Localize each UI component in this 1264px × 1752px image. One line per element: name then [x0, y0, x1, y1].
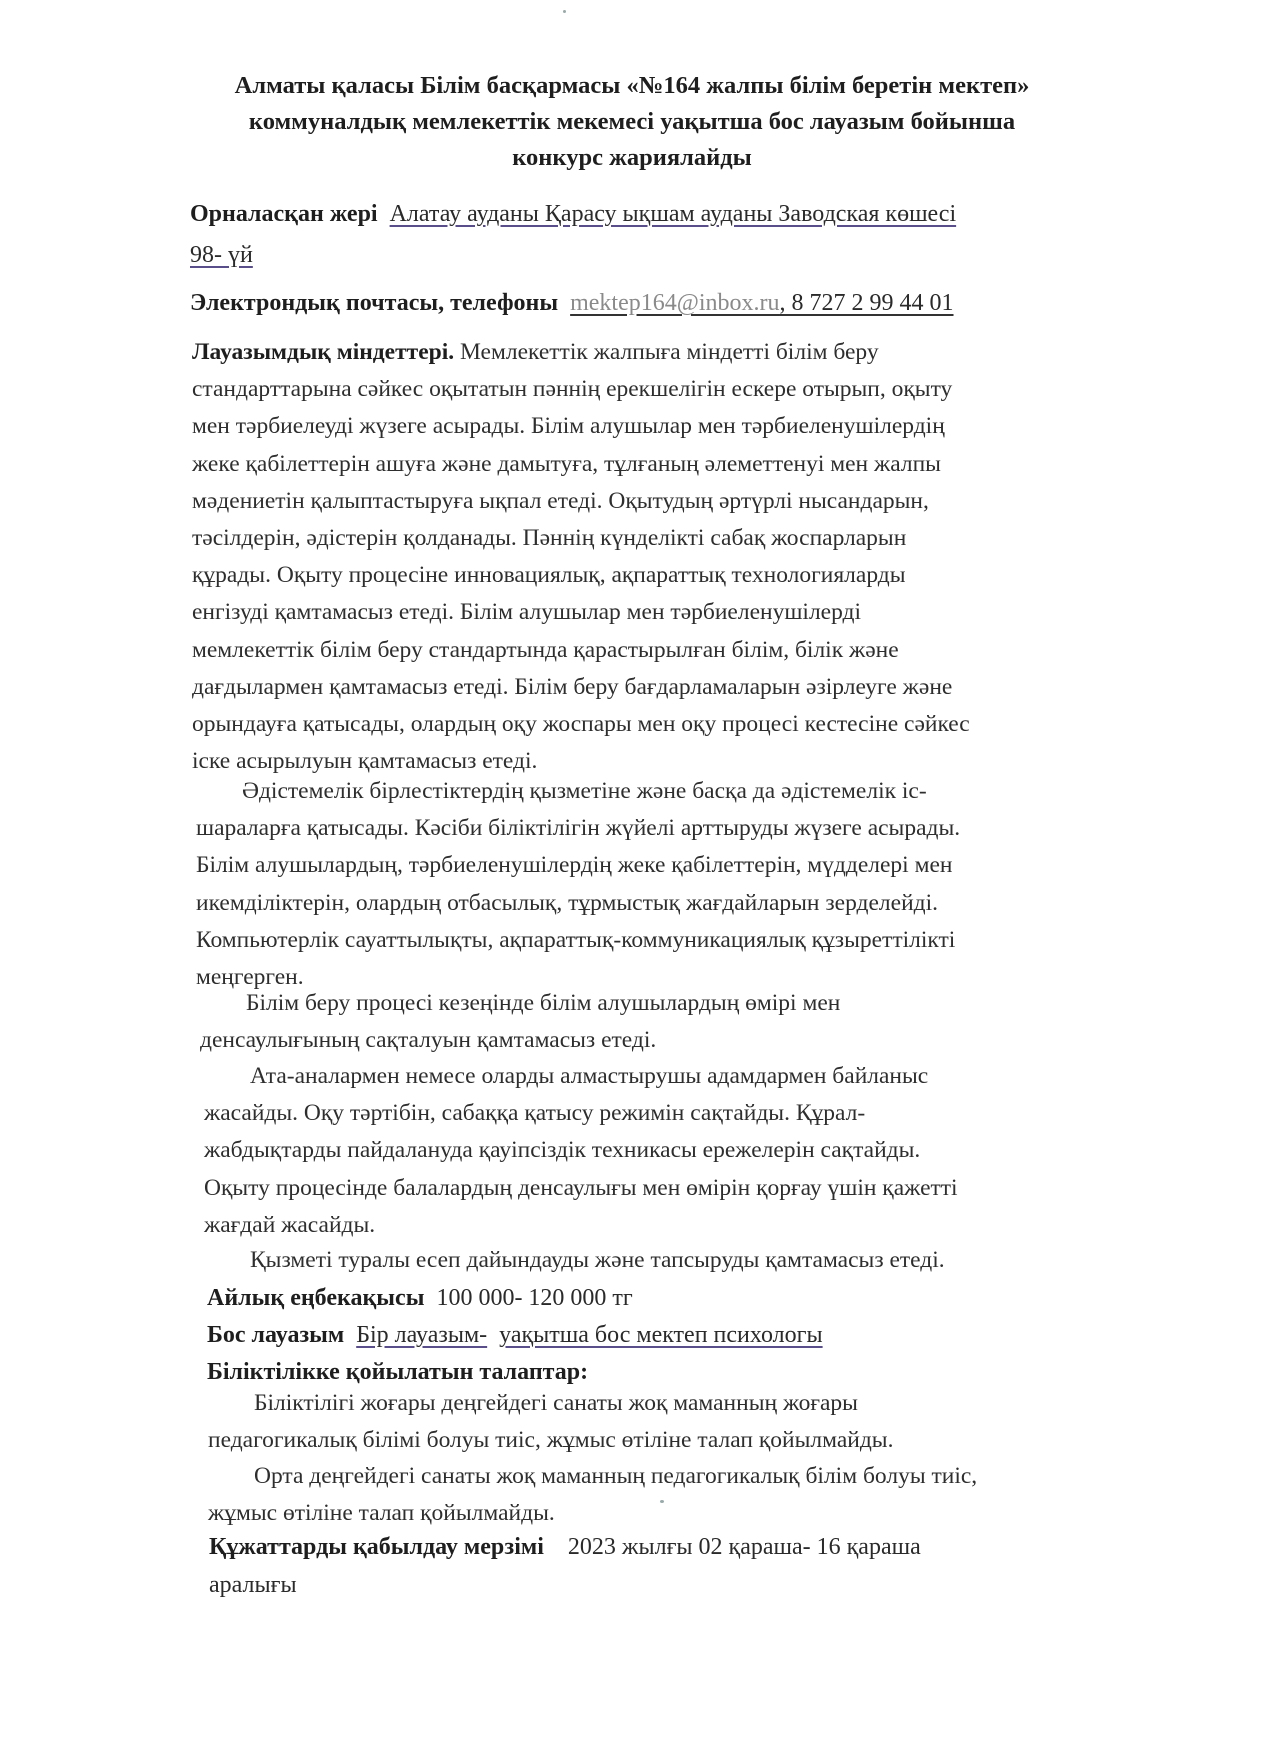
contacts-row [190, 284, 954, 322]
vacancy-count: Бір лауазым- [356, 1322, 488, 1348]
vacancy-label: Бос лауазым [207, 1322, 345, 1348]
document-title [150, 68, 1114, 176]
deadline-label: Құжаттарды қабылдау мерзімі [209, 1534, 544, 1560]
duties-paragraph-4 [204, 1058, 1144, 1244]
text-line: Білім беру процесі кезеңінде білім алушылардың өмірі мен [246, 990, 841, 1016]
title-line: Алматы қаласы Білім басқармасы «№164 жалпы білім беретін мектеп» [234, 72, 1030, 99]
text-line: Компьютерлік сауаттылықты, ақпараттық-коммуникациялық құзыреттілікті [196, 926, 956, 953]
text-line: Әдістемелік бірлестіктердің қызметіне және басқа да әдістемелік іс- [242, 778, 927, 804]
deadline-value-cont: аралығы [209, 1572, 297, 1598]
text-line: стандарттарына сәйкес оқытатын пәннің ерекшелігін ескере отырып, оқыту [192, 376, 953, 403]
location-label: Орналасқан жері [190, 201, 378, 227]
salary-value: 100 000- 120 000 тг [436, 1285, 633, 1311]
text-line: Мемлекеттік жалпыға міндетті білім беру [454, 339, 879, 365]
text-line: Біліктілігі жоғары деңгейдегі санаты жоқ маманның жоғары [254, 1390, 858, 1416]
duties-paragraph-5 [204, 1242, 1164, 1279]
text-line: икемділіктерін, олардың отбасылық, тұрмыстық жағдайларын зерделейді. [196, 889, 939, 916]
text-line: орындауға қатысады, олардың оқу жоспары мен оқу процесі кестесіне сәйкес [192, 711, 970, 738]
text-line: Қызметі туралы есеп дайындауды және тапсыруды қамтамасыз етеді. [250, 1247, 945, 1273]
text-line: меңгерген. [196, 964, 304, 991]
requirements-paragraph-1 [208, 1385, 1148, 1459]
location-value: Алатау ауданы Қарасу ықшам ауданы Заводская көшесі [389, 201, 957, 227]
location-value-cont: 98- үй [190, 242, 253, 268]
requirements-paragraph-2 [208, 1458, 1168, 1532]
scan-speck [563, 10, 566, 13]
text-line: жеке қабілеттерін ашуға және дамытуға, тұлғаның әлеметтенуі мен жалпы [192, 450, 941, 477]
deadline-row [209, 1528, 921, 1566]
text-line: Ата-аналармен немесе оларды алмастырушы адамдармен байланыс [250, 1063, 929, 1089]
location-row [190, 195, 956, 233]
vacancy-row [207, 1316, 823, 1354]
text-line: педагогикалық білімі болуы тиіс, жұмыс өтіліне талап қойылмайды. [208, 1427, 894, 1454]
salary-label: Айлық еңбекақысы [207, 1285, 425, 1311]
deadline-row-cont [209, 1566, 297, 1604]
title-line: коммуналдық мемлекеттік мекемесі уақытша бос лауазым бойынша [248, 108, 1016, 135]
email-link[interactable]: mektep164@inbox.ru [570, 290, 780, 316]
text-line: құрады. Оқыту процесіне инновациялық, ақпараттық технологияларды [192, 562, 906, 589]
text-line: жағдай жасайды. [204, 1211, 376, 1238]
text-line: Оқыту процесінде балалардың денсаулығы мен өмірін қорғау үшін қажетті [204, 1174, 958, 1201]
duties-section [192, 334, 1132, 780]
text-line: Білім алушылардың, тәрбиеленушілердің жеке қабілеттерін, мүдделері мен [196, 852, 953, 879]
text-line: тәсілдерін, әдістерін қолданады. Пәннің күнделікті сабақ жоспарларын [192, 525, 907, 552]
text-line: жұмыс өтіліне талап қойылмайды. [208, 1500, 555, 1527]
contacts-label: Электрондық почтасы, телефоны [190, 290, 559, 316]
text-line: мемлекеттік білім беру стандартында қарастырылған білім, білік және [192, 636, 899, 663]
text-line: мен тәрбиелеуді жүзеге асырады. Білім алушылар мен тәрбиеленушілердің [192, 413, 945, 440]
title-line: конкурс жариялайды [512, 144, 752, 171]
duties-label: Лауазымдық міндеттері. [192, 339, 455, 365]
vacancy-position: уақытша бос мектеп психологы [499, 1322, 823, 1348]
requirements-label: Біліктілікке қойылатын талаптар: [207, 1359, 589, 1385]
text-line: мәдениетін қалыптастыруға ықпал етеді. Оқытудың әртүрлі нысандарын, [192, 487, 929, 514]
text-line: жасайды. Оқу тәртібін, сабаққа қатысу режимін сақтайды. Құрал- [204, 1100, 866, 1127]
text-line: дағдылармен қамтамасыз етеді. Білім беру бағдарламаларын әзірлеуге және [192, 673, 953, 700]
location-row-cont [190, 236, 253, 274]
text-line: Орта деңгейдегі санаты жоқ маманның педагогикалық білім болуы тиіс, [254, 1463, 978, 1489]
text-line: жабдықтарды пайдалануда қауіпсіздік техникасы ережелерін сақтайды. [204, 1137, 921, 1164]
scan-speck [660, 1500, 664, 1503]
salary-row [207, 1279, 633, 1317]
text-line: іске асырылуын қамтамасыз етеді. [192, 748, 538, 775]
text-line: денсаулығының сақталуын қамтамасыз етеді. [200, 1027, 657, 1054]
phone-number: , 8 727 2 99 44 01 [779, 290, 954, 316]
duties-paragraph-2 [196, 773, 1136, 996]
text-line: шараларға қатысады. Кәсіби біліктілігін жүйелі арттыруды жүзеге асырады. [196, 815, 961, 842]
duties-paragraph-3 [200, 985, 1140, 1059]
deadline-value: 2023 жылғы 02 қараша- 16 қараша [567, 1534, 921, 1560]
text-line: енгізуді қамтамасыз етеді. Білім алушылар мен тәрбиеленушілерді [192, 599, 862, 626]
